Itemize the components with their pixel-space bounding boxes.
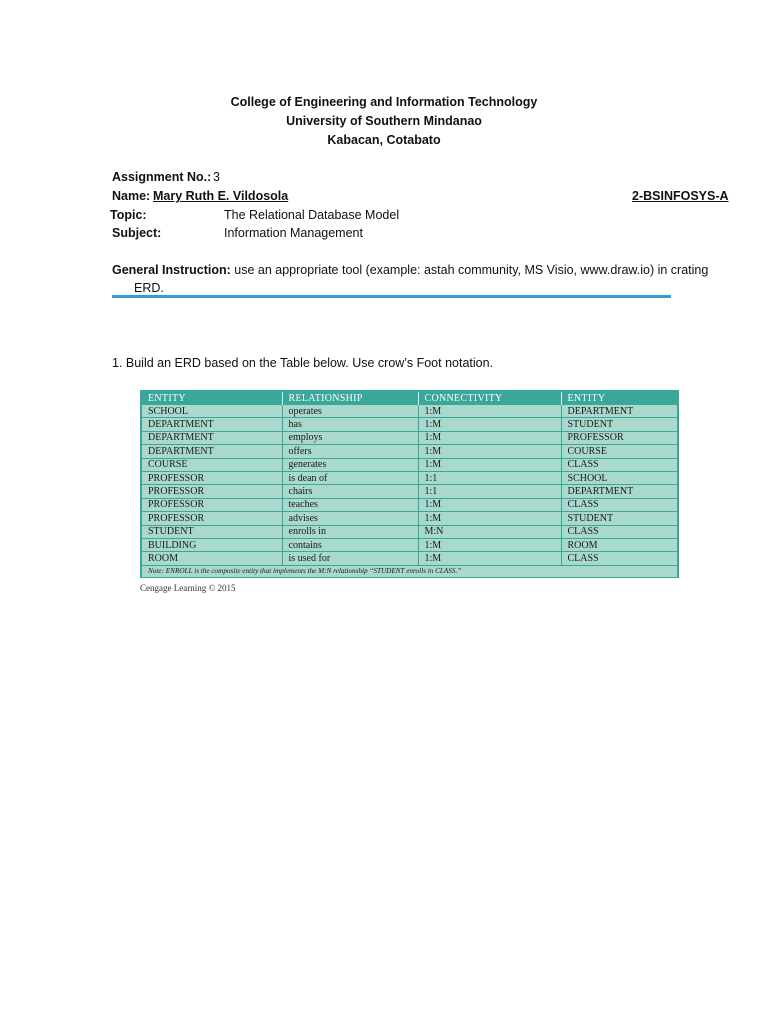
- table-cell: 1:M: [418, 458, 561, 471]
- name-value: Mary Ruth E. Vildosola: [153, 189, 289, 203]
- table-cell: BUILDING: [142, 538, 282, 551]
- table-cell: M:N: [418, 525, 561, 538]
- table-cell: PROFESSOR: [561, 431, 677, 444]
- header-relationship: RELATIONSHIP: [282, 392, 418, 405]
- topic-label: Topic:: [110, 208, 147, 222]
- location: Kabacan, Cotabato: [327, 133, 441, 147]
- table-cell: 1:M: [418, 512, 561, 525]
- topic-value: The Relational Database Model: [224, 208, 400, 222]
- university-name: University of Southern Mindanao: [286, 114, 482, 128]
- table-cell: 1:1: [418, 485, 561, 498]
- table-cell: is dean of: [282, 471, 418, 484]
- table-cell: DEPARTMENT: [142, 445, 282, 458]
- table-row: [142, 498, 677, 511]
- table-cell: teaches: [282, 498, 418, 511]
- header-entity: ENTITY: [142, 392, 282, 405]
- table-row: [142, 485, 677, 498]
- header-connectivity: CONNECTIVITY: [418, 392, 561, 405]
- table-cell: PROFESSOR: [142, 512, 282, 525]
- table-cell: 1:M: [418, 405, 561, 418]
- table-cell: CLASS: [561, 498, 677, 511]
- assignment-label: Assignment No.:: [112, 170, 212, 184]
- table-row: [142, 418, 677, 431]
- table-note-row: [142, 565, 677, 577]
- table-row: [142, 538, 677, 551]
- table-row: [142, 471, 677, 484]
- table-cell: DEPARTMENT: [142, 431, 282, 444]
- table-cell: SCHOOL: [561, 471, 677, 484]
- table-cell: DEPARTMENT: [561, 405, 677, 418]
- table-cell: CLASS: [561, 552, 677, 565]
- subject-label: Subject:: [112, 226, 162, 240]
- general-instruction: [112, 263, 732, 277]
- table-cell: employs: [282, 431, 418, 444]
- subject-value: Information Management: [224, 226, 363, 240]
- table-cell: ROOM: [561, 538, 677, 551]
- header-entity-2: ENTITY: [561, 392, 677, 405]
- divider-rule: [112, 295, 671, 298]
- table-cell: 1:M: [418, 445, 561, 458]
- section-value: 2-BSINFOSYS-A: [632, 189, 729, 203]
- table-row: [142, 525, 677, 538]
- table-cell: ROOM: [142, 552, 282, 565]
- table-cell: 1:M: [418, 498, 561, 511]
- table-cell: DEPARTMENT: [142, 418, 282, 431]
- table-cell: CLASS: [561, 525, 677, 538]
- table-cell: STUDENT: [561, 512, 677, 525]
- relationship-table: [140, 390, 679, 578]
- name-label: Name:: [112, 189, 151, 203]
- table-header-row: [142, 392, 677, 405]
- table-row: [142, 458, 677, 471]
- assignment-value: 3: [213, 170, 220, 184]
- table-cell: COURSE: [561, 445, 677, 458]
- table-cell: STUDENT: [561, 418, 677, 431]
- table-cell: STUDENT: [142, 525, 282, 538]
- table-row: [142, 431, 677, 444]
- table-cell: has: [282, 418, 418, 431]
- table-cell: DEPARTMENT: [561, 485, 677, 498]
- table-cell: advises: [282, 512, 418, 525]
- table-cell: enrolls in: [282, 525, 418, 538]
- table-cell: chairs: [282, 485, 418, 498]
- table-cell: 1:M: [418, 418, 561, 431]
- table-cell: is used for: [282, 552, 418, 565]
- table-cell: 1:M: [418, 552, 561, 565]
- table-row: [142, 552, 677, 565]
- table-row: [142, 405, 677, 418]
- table-cell: SCHOOL: [142, 405, 282, 418]
- question-text: 1. Build an ERD based on the Table below. Use crow’s Foot notation.: [112, 356, 494, 370]
- table-cell: contains: [282, 538, 418, 551]
- table-cell: CLASS: [561, 458, 677, 471]
- table-cell: generates: [282, 458, 418, 471]
- instruction-text-cont: ERD.: [134, 281, 164, 295]
- table-note: Note: ENROLL is the composite entity that implements the M:N relationship “STUDENT enrolls in CLASS.”: [142, 565, 677, 577]
- instruction-label: General Instruction:: [112, 263, 231, 277]
- credit: Cengage Learning © 2015: [140, 583, 236, 593]
- table-row: [142, 445, 677, 458]
- table-cell: PROFESSOR: [142, 471, 282, 484]
- table-cell: COURSE: [142, 458, 282, 471]
- table-cell: operates: [282, 405, 418, 418]
- table-cell: 1:M: [418, 431, 561, 444]
- table-cell: offers: [282, 445, 418, 458]
- college-name: College of Engineering and Information Technology: [230, 95, 538, 109]
- table-cell: 1:M: [418, 538, 561, 551]
- instruction-text: use an appropriate tool (example: astah community, MS Visio, www.draw.io) in crating: [234, 263, 709, 277]
- table-cell: 1:1: [418, 471, 561, 484]
- table-cell: PROFESSOR: [142, 498, 282, 511]
- table-row: [142, 512, 677, 525]
- table-cell: PROFESSOR: [142, 485, 282, 498]
